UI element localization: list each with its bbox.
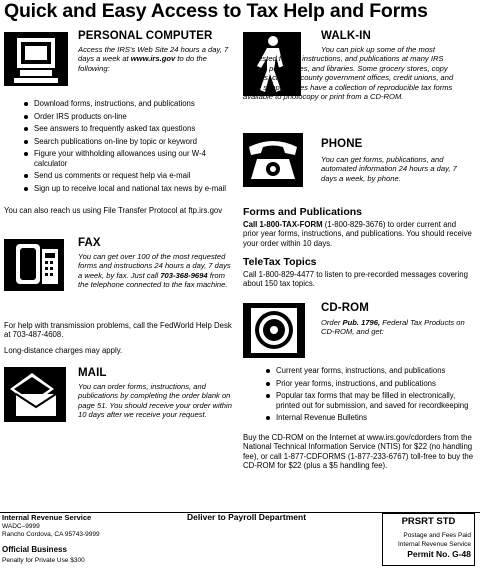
cdrom-intro: Order Pub. 1796, Federal Tax Products on CD-ROM, and get: [321,318,465,337]
list-item: Order IRS products on-line [22,112,232,121]
phone-heading: PHONE [321,138,363,150]
list-item: Figure your withholding allowances using our W-4 calculator [22,149,232,168]
permit-postage: Postage and Fees Paid [403,532,471,539]
mail-text: You can order forms, instructions, and publications by completing the order blank on page 51. You should receive your order within 10 days after we receive your request. [78,382,232,420]
list-item: Prior year forms, instructions, and publications [264,379,472,388]
walkin-heading: WALK-IN [321,30,371,42]
telephone-icon [243,133,303,187]
footer-official: Official Business [2,545,67,554]
list-item: Internal Revenue Bulletins [264,413,472,422]
list-item: Send us comments or request help via e-mail [22,171,232,180]
mail-heading: MAIL [78,367,107,379]
cd-rom-icon [243,303,305,358]
computer-icon [4,32,68,86]
list-item: Popular tax forms that may be filled in electronically, printed out for submission, and saved for recordkeeping [264,391,472,410]
permit-number: Permit No. G-48 [407,549,471,559]
pc-heading: PERSONAL COMPUTER [78,30,213,42]
footer-deliver: Deliver to Payroll Department [187,512,307,522]
list-item: Search publications on-line by topic or keyword [22,137,232,146]
envelope-icon [4,367,66,422]
pc-list [22,99,232,197]
list-item: See answers to frequently asked tax questions [22,124,232,133]
teletax-text: Call 1-800-829-4477 to listen to pre-recorded messages covering about 150 tax topics. [243,270,468,289]
teletax-heading: TeleTax Topics [243,256,317,268]
footer-penalty: Penalty for Private Use $300 [2,557,85,564]
pc-intro: Access the IRS's Web Site 24 hours a day, 7 days a week at www.irs.gov to do the following: [78,45,229,73]
cdrom-list [264,366,472,426]
postage-permit-box [382,513,475,566]
fax-machine-icon [4,239,64,291]
pc-ftp: You can also reach us using File Transfer Protocol at ftp.irs.gov [4,206,223,215]
footer-addr1: WADC–9999 [2,523,40,530]
footer-agency: Internal Revenue Service [2,513,92,522]
footer-addr2: Rancho Cordova, CA 95743-9999 [2,531,100,538]
walkin-text: You can pick up some of the most requested forms, instructions, and publications at many IRS offices, post offices, and libraries. Some grocery stores, copy centers, city and county government offices, credit unions, and office supply stores have a collection of reproducible tax forms available to photocopy or print from a CD-ROM. [243,45,454,102]
fax-note: Long-distance charges may apply. [4,346,123,355]
permit-agency: Internal Revenue Service [398,541,471,548]
forms-pubs-heading: Forms and Publications [243,206,363,218]
cdrom-buy: Buy the CD-ROM on the Internet at www.irs.gov/cdorders from the National Technical Information Service (NTIS) for $22 (no handling fee), or call 1-877-CDFORMS (1-877-233-6767) toll-free to buy the CD-ROM for $22 (plus a $5 handling fee). [243,433,474,471]
fax-text: You can get over 100 of the most requested forms and instructions 24 hours a day, 7 days a week, by fax. Just call 703-368-9694 from the telephone connected to the fax machine. [78,252,231,290]
cdrom-heading: CD-ROM [321,302,369,314]
fax-help: For help with transmission problems, call the FedWorld Help Desk at 703-487-4608. [4,321,232,340]
fax-heading: FAX [78,237,101,249]
phone-text: You can get forms, publications, and automated information 24 hours a day, 7 days a week, by phone. [321,155,457,183]
permit-class: PRSRT STD [401,516,456,527]
forms-pubs-text: Call 1-800-TAX-FORM (1-800-829-3676) to order current and prior year forms, instructions, and publications. You should receive your order within 10 days. [243,220,472,248]
list-item: Sign up to receive local and national tax news by e-mail [22,184,232,193]
list-item: Download forms, instructions, and publications [22,99,232,108]
page-title: Quick and Easy Access to Tax Help and Forms [4,0,428,22]
list-item: Current year forms, instructions, and publications [264,366,472,375]
